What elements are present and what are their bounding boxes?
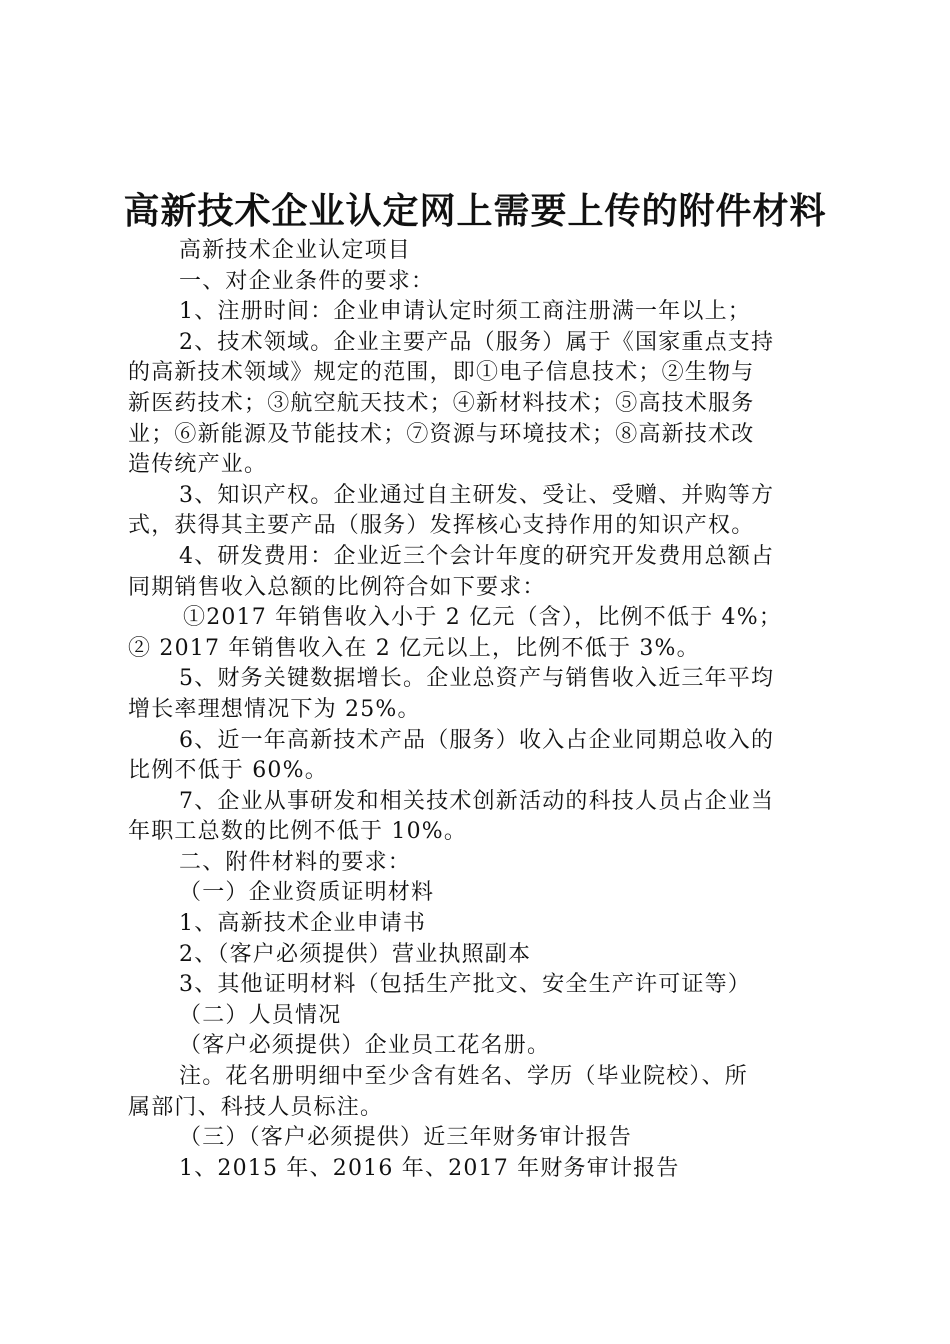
paragraph-line: 年职工总数的比例不低于 10%。 bbox=[128, 819, 468, 845]
document-title: 高新技术企业认定网上需要上传的附件材料 bbox=[123, 190, 827, 232]
paragraph-line: 1、2015 年、2016 年、2017 年财务审计报告 bbox=[179, 1155, 680, 1181]
paragraph-line: 6、近一年高新技术产品（服务）收入占企业同期总收入的 bbox=[179, 727, 775, 753]
paragraph-line: 1、高新技术企业申请书 bbox=[179, 911, 427, 937]
paragraph-line: 4、研发费用：企业近三个会计年度的研究开发费用总额占 bbox=[179, 543, 775, 569]
subsection-heading: （三）（客户必须提供）近三年财务审计报告 bbox=[179, 1125, 633, 1151]
section-heading: 一、对企业条件的要求： bbox=[179, 268, 435, 294]
paragraph-line: 3、其他证明材料（包括生产批文、安全生产许可证等） bbox=[179, 972, 751, 998]
paragraph-line: 式，获得其主要产品（服务）发挥核心支持作用的知识产权。 bbox=[128, 513, 755, 539]
paragraph-line: （客户必须提供）企业员工花名册。 bbox=[179, 1033, 551, 1059]
paragraph-line: 2、技术领域。企业主要产品（服务）属于《国家重点支持 bbox=[179, 329, 775, 355]
subsection-heading: （一）企业资质证明材料 bbox=[179, 880, 435, 906]
paragraph-line: ①2017 年销售收入小于 2 亿元（含），比例不低于 4%； bbox=[183, 605, 783, 631]
paragraph-line: 2、（客户必须提供）营业执照副本 bbox=[179, 941, 532, 967]
paragraph-line: 业；⑥新能源及节能技术；⑦资源与环境技术；⑧高新技术改 bbox=[128, 421, 755, 447]
section-heading: 二、附件材料的要求： bbox=[179, 849, 412, 875]
paragraph-line: 注。花名册明细中至少含有姓名、学历（毕业院校）、所 bbox=[179, 1064, 749, 1090]
paragraph-line: 造传统产业。 bbox=[128, 452, 268, 478]
paragraph-line: 的高新技术领域》规定的范围，即①电子信息技术；②生物与 bbox=[128, 360, 755, 386]
paragraph-line: 3、知识产权。企业通过自主研发、受让、受赠、并购等方 bbox=[179, 482, 775, 508]
paragraph-line: 比例不低于 60%。 bbox=[128, 758, 328, 784]
subsection-heading: （二）人员情况 bbox=[179, 1002, 342, 1028]
paragraph-line: 新医药技术；③航空航天技术；④新材料技术；⑤高技术服务 bbox=[128, 390, 755, 416]
paragraph-line: ② 2017 年销售收入在 2 亿元以上，比例不低于 3%。 bbox=[128, 635, 700, 661]
document-body bbox=[128, 236, 833, 1184]
paragraph-line: 1、注册时间：企业申请认定时须工商注册满一年以上； bbox=[179, 299, 751, 325]
paragraph-line: 7、企业从事研发和相关技术创新活动的科技人员占企业当 bbox=[179, 788, 775, 814]
paragraph-line: 同期销售收入总额的比例符合如下要求： bbox=[128, 574, 546, 600]
paragraph-line: 属部门、科技人员标注。 bbox=[128, 1094, 384, 1120]
paragraph-line: 高新技术企业认定项目 bbox=[179, 238, 412, 263]
paragraph-line: 5、财务关键数据增长。企业总资产与销售收入近三年平均 bbox=[179, 666, 775, 692]
paragraph-line: 增长率理想情况下为 25%。 bbox=[128, 696, 421, 722]
